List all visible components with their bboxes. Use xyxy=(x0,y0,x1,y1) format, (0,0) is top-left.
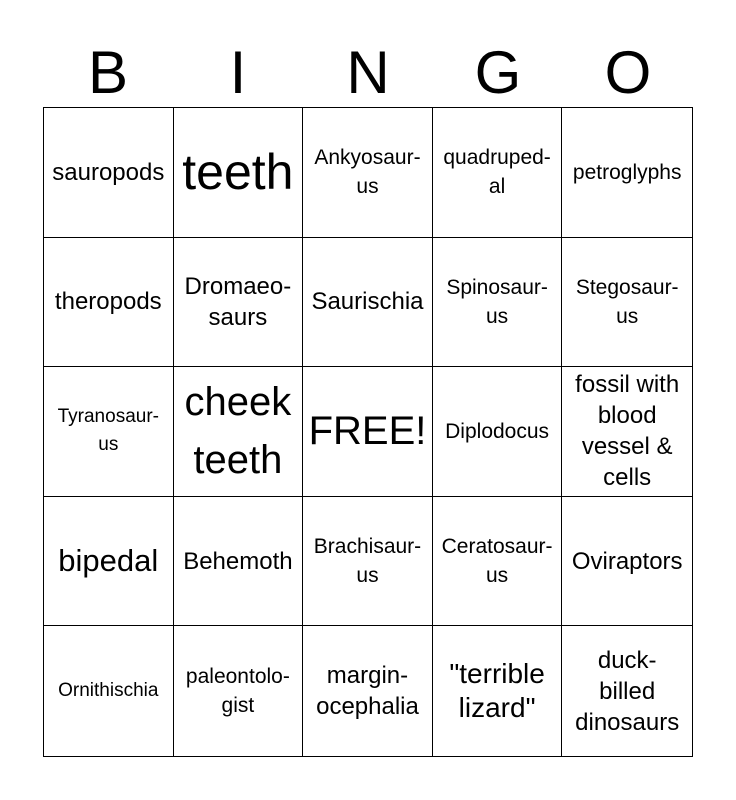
cell-text: Behemoth xyxy=(183,547,293,575)
bingo-cell xyxy=(174,367,304,497)
bingo-cell xyxy=(433,108,563,238)
bingo-cell xyxy=(562,108,692,238)
bingo-cell xyxy=(303,626,433,756)
cell-text: Diplodocus xyxy=(445,419,550,443)
bingo-cell xyxy=(433,626,563,756)
bingo-cell xyxy=(303,497,433,627)
cell-text: quadruped- al xyxy=(443,146,551,199)
cell-text: Dromaeo- saurs xyxy=(184,272,292,331)
free-space xyxy=(303,367,433,497)
header-letter-n: N xyxy=(346,39,390,106)
bingo-cell xyxy=(174,626,304,756)
header-letter-o: O xyxy=(604,39,652,106)
bingo-grid xyxy=(43,107,693,757)
cell-text: "terrible lizard" xyxy=(449,658,545,724)
cell-text: Ceratosaur- us xyxy=(441,535,553,588)
cell-text: bipedal xyxy=(58,543,159,579)
cell-text: theropods xyxy=(54,288,162,316)
cell-text: cheek teeth xyxy=(184,380,292,483)
cell-text: Brachisaur- us xyxy=(313,535,422,588)
bingo-cell xyxy=(562,367,692,497)
bingo-cell xyxy=(44,367,174,497)
bingo-cell xyxy=(303,238,433,368)
cell-text: teeth xyxy=(182,144,294,201)
cell-text: Saurischia xyxy=(311,288,424,316)
bingo-cell xyxy=(44,497,174,627)
cell-text: Oviraptors xyxy=(571,547,683,575)
cell-text: FREE! xyxy=(308,409,427,454)
cell-text: paleontolo- gist xyxy=(185,665,290,718)
bingo-cell xyxy=(562,238,692,368)
bingo-cell xyxy=(44,238,174,368)
cell-text: petroglyphs xyxy=(572,160,682,184)
bingo-cell xyxy=(433,238,563,368)
header-letter-i: I xyxy=(229,39,247,106)
header-letter-g: G xyxy=(474,39,522,106)
cell-text: Ankyosaur- us xyxy=(314,146,421,199)
bingo-cell xyxy=(174,108,304,238)
header-letter-b: B xyxy=(87,39,129,106)
bingo-cell xyxy=(433,367,563,497)
cell-text: Ornithischia xyxy=(58,680,159,702)
bingo-cell xyxy=(562,626,692,756)
cell-text: Tyranosaur- us xyxy=(57,406,159,456)
cell-text: duck- billed dinosaurs xyxy=(575,646,680,736)
cell-text: Stegosaur- us xyxy=(575,275,679,328)
bingo-cell xyxy=(433,497,563,627)
bingo-cell xyxy=(44,626,174,756)
cell-text: margin- ocephalia xyxy=(316,662,419,721)
bingo-header xyxy=(43,40,693,106)
bingo-cell xyxy=(44,108,174,238)
cell-text: sauropods xyxy=(52,158,165,186)
bingo-cell xyxy=(562,497,692,627)
cell-text: fossil with blood vessel & cells xyxy=(575,371,680,492)
bingo-cell xyxy=(303,108,433,238)
cell-text: Spinosaur- us xyxy=(446,275,548,328)
bingo-cell xyxy=(174,238,304,368)
bingo-cell xyxy=(174,497,304,627)
